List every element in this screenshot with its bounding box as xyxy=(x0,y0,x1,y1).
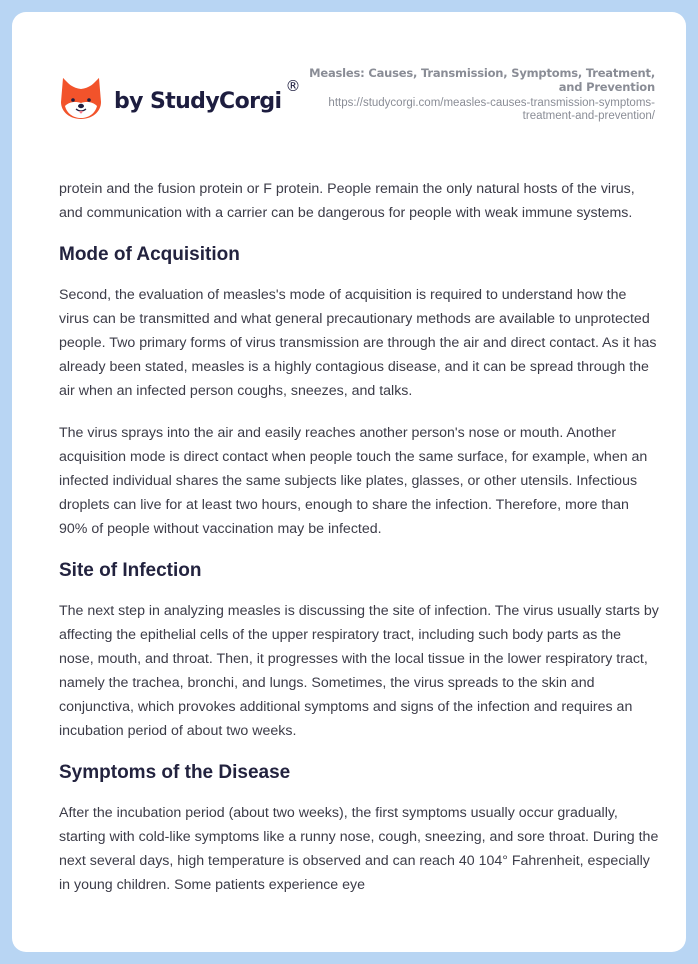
paragraph: The virus sprays into the air and easily reaches another person's nose or mouth. Another acquisition mode is direct contact when people touch the same surface, for example, when an infected individual shares the same subjects like plates, glasses, or other utensils. Infectious droplets can live for at least two hours, enough to share the infection. Therefore, more than 90% of people without vaccination may be infected. xyxy=(59,425,648,537)
section-heading-symptoms: Symptoms of the Disease xyxy=(59,762,291,783)
registered-mark: ® xyxy=(285,77,301,95)
page-header xyxy=(12,12,686,162)
corgi-logo-icon xyxy=(60,76,102,120)
logo-text: by StudyCorgi xyxy=(114,88,282,114)
document-title: Measles: Causes, Transmission, Symptoms, Treatment, and Prevention xyxy=(309,66,655,94)
document-meta xyxy=(295,66,655,123)
paragraph: Second, the evaluation of measles's mode of acquisition is required to understand how the virus can be transmitted and what general precautionary methods are available to unprotected people. Two primary forms of virus transmission are through the air and direct contact. As it has already been stated, measles is a highly contagious disease, and it can be spread through the air when an infected person coughs, sneezes, and talks. xyxy=(59,287,657,399)
article-body xyxy=(59,177,659,915)
section-heading-site-of-infection: Site of Infection xyxy=(59,560,202,581)
paragraph: The next step in analyzing measles is discussing the site of infection. The virus usually starts by affecting the epithelial cells of the upper respiratory tract, including such body parts as the nose, mouth, and throat. Then, it progresses with the local tissue in the lower respiratory tract, namely the trachea, bronchi, and lungs. Sometimes, the virus spreads to the skin and conjunctiva, which provokes additional symptoms and signs of the infection and requires an incubation period of about two weeks. xyxy=(59,603,659,739)
paragraph: After the incubation period (about two weeks), the first symptoms usually occur gradually, starting with cold-like symptoms like a runny nose, cough, sneezing, and sore throat. During the next several days, high temperature is observed and can reach 40 104° Fahrenheit, especially in young children. Some patients experience eye xyxy=(59,805,659,893)
document-card xyxy=(12,12,686,952)
section-heading-mode-of-acquisition: Mode of Acquisition xyxy=(59,244,240,265)
document-url[interactable]: https://studycorgi.com/measles-causes-transmission-symptoms-treatment-and-prevention/ xyxy=(328,97,655,122)
intro-paragraph: protein and the fusion protein or F protein. People remain the only natural hosts of the virus, and communication with a carrier can be dangerous for people with weak immune systems. xyxy=(59,181,635,221)
studycorgi-logo[interactable] xyxy=(60,76,300,120)
